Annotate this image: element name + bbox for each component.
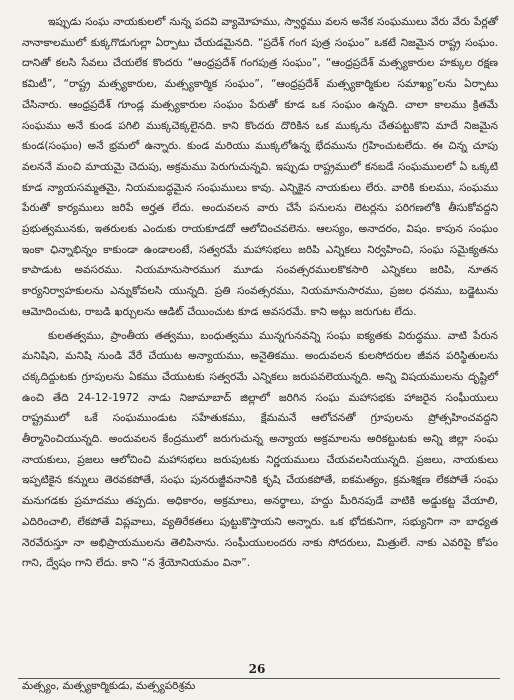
- page-number: 26: [248, 662, 266, 676]
- running-footer-title: మత్స్యం, మత్స్యకార్మికుడు, మత్స్యపరిశ్రమ: [22, 680, 196, 692]
- paragraph-sangham-divisions: ఇప్పుడు సంఘ నాయకులలో నున్న పదవి వ్యామోహము, స్వార్థము వలన అనేక సంఘములు వేరు వేరు పేర్లతో నానాకాలములో కుక్కగొడుగుల్లా ఏర్పాటు చేయడమైనది. “ప్రదేశ్ గంగ పుత్ర సంఘం” ఒకటే నిజమైన రాష్ట్ర సంఘం. దానితో కలసి సేవలు చేయలేక కొందరు “ఆంధ్రప్రదేశ్ గంగపుత్ర సంఘం”, “ఆంధ్రప్రదేశ్ మత్స్యకారుల హక్కుల రక్షణ కమిటీ”, “రాష్ట్ర మత్స్యకారుల, మత్స్యకార్మిక సంఘం”, “ఆంధ్రప్రదేశ్ మత్స్యకార్మికుల సమాఖ్య”లను ఏర్పాటు చేసినారు. ఆంధ్రప్రదేశ్ గూండ్ల మత్స్యకారుల సంఘం పేరుతో కూడ ఒక సంఘం ఉన్నది. చాలా కాలము క్రితమే సంఘము అనే కుండ పగిలి ముక్కచెక్కలైనది. కాని కొందరు దొరికిన ఒక ముక్కను చేతపట్టుకొని మాదే నిజమైన కుండ(సంఘం) అనే భ్రమలో ఉన్నారు. కుండ మరియు ముక్కలోఉన్న భేదమును గ్రహించుటలేదు. ఈ చిన్న చూపు వలననే మంచి మాయమై చెదుపు, అక్రమము పెరుగుచున్నవి. ఇప్పుడు రాష్ట్రములో కనబడే సంఘములలో ఏ ఒక్కటి కూడ న్యాయసమ్మతమై, నియమబద్ధమైన సంఘములు కావు. ఎన్నికైన నాయకులు లేరు. వారికి కులము, సంఘము పేరుతో కార్యములు జరిపే అర్హత లేదు. అందువలన వారు చేసే పనులను లెటర్లను పరిగణలోకి తీసుకోవద్దని ప్రభుత్వమునకు, ఇతరులకు ఎందుకు రాయకూడదో ఆలోచించవలెను. ఆలస్యం, అనాదరం, విషం. కాపున సంఘం ఇంకా ఛిన్నాభిన్నం కాకుండా ఉండాలంటే, సత్వరమే మహాసభలు జరిపి ఎన్నికలు నిర్వహించి, సంఘ సమైక్యతను కాపాడుట అవసరము. నియమానుసారముగ మూడు సంవత్సరములకొకసారి ఎన్నికలు జరిపి, నూతన కార్యనిర్వాహకులను ఎన్నుకోవలసి యున్నది. ప్రతి సంవత్సరము, నియమానుసారము, ప్రజల ధనము, బడ్జెటును ఆమోదించుట, రాబడి ఖర్చులను ఆడిట్ చేయించుట కూడ అవసరమే. కాని అట్లు జరుగుట లేదు.: [22, 16, 498, 318]
- footer-divider: [18, 678, 500, 679]
- body-text: [22, 12, 498, 574]
- paragraph-unity-appeal: కులతత్వము, ప్రాంతీయ తత్వము, బంధుత్వము మున్నగునవన్ని సంఘ ఐక్యతకు విరుద్ధము. వాటి పేరున మనిషిని, మనిషి నుండి వేరే చేయుట అన్యాయము, అనైతికము. అందువలన కులసోదరుల జీవన పరిస్థితులను చక్కదిద్దుటకు గ్రూపులను ఏకము చేయుటకు సత్వరమే ఎన్నికలు జరుపవలెయున్నది. అన్ని విషయములను దృష్టిలో ఉంచి తేది 24-12-1972 నాడు నిజామాబాద్ జిల్లాలో జరిగిన సంఘ మహాసభకు హాజరైన సంఘీయులు రాష్ట్రములో ఒకే సంఘముండుట సహేతుకము, క్షేమమనే ఆలోచనతో గ్రూపులను ప్రోత్సహించవద్దని తీర్మానించియున్నది. అందువలన కేంద్రములో జరుగుచున్న అన్యాయ అక్రమాలను అరికట్టుటకు అన్ని జిల్లా సంఘ నాయకులు, ప్రజలు ఆలోచించి మహాసభలు జరుపుటకు నిర్ణయములు చేయవలసియున్నది. ప్రజలు, నాయకులు ఇప్పటికైన కన్నులు తెరవకపోతే, సంఘ పునరుజ్జీవనానికి కృషి చేయకపోతే, ఐకమత్యం, క్రమశిక్షణ లేకపోతే సంఘ మనుగడకు ప్రమాదము తప్పదు. అధికారం, అక్రమాలు, అనర్థాలు, హద్దు మీరినపుడే వాటికి అడ్డుకట్ట వేయాలి, ఎదిరించాలి, లేకపోతే విప్లవాలు, వ్యతిరేకతలు పుట్టుకొస్తాయని అన్నారు. ఒక భోదకునిగా, సభ్యునిగా నా బాధ్యత నెరవేరుస్తూ నా అభిప్రాయములను తెలిపినాను. సంఘీయులందరు నాకు సోదరులు, మిత్రులే. నాకు ఎవరిపై కోపం గాని, ద్వేషం గాని లేదు. కాని “న శ్రేయోనియమం వినా”.: [22, 329, 498, 570]
